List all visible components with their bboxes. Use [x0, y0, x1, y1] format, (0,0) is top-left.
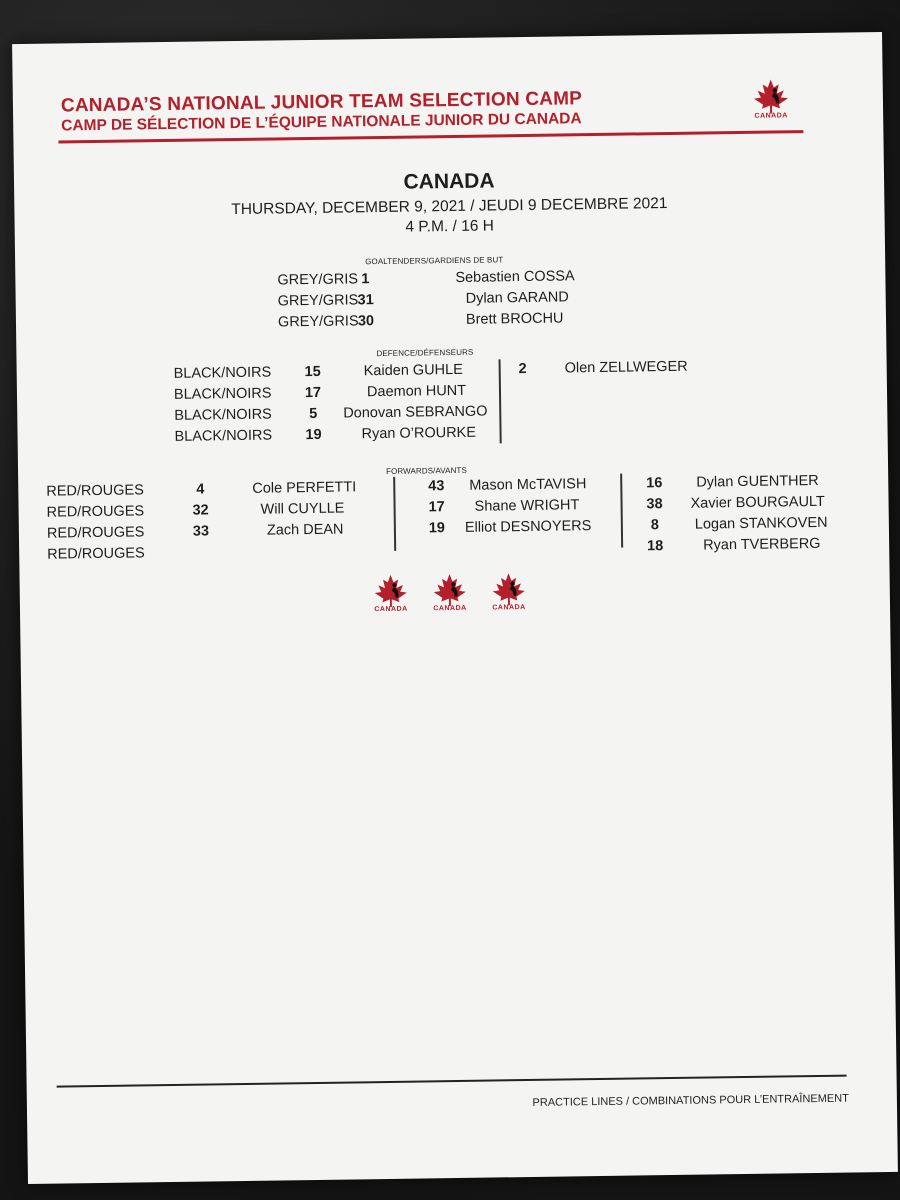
- player-name: Xavier BOURGAULT: [690, 493, 825, 512]
- player-name: Ryan TVERBERG: [703, 535, 821, 554]
- player-number: 31: [357, 292, 374, 309]
- jersey-color: GREY/GRIS: [277, 313, 359, 331]
- jersey-color: RED/ROUGES: [46, 503, 145, 521]
- player-number: 17: [428, 499, 445, 516]
- player-number: 16: [646, 475, 663, 492]
- date-line: THURSDAY, DECEMBER 9, 2021 / JEUDI 9 DECEMBRE 2021: [231, 194, 668, 219]
- time-line: 4 P.M. / 16 H: [405, 217, 495, 236]
- forwards-label: FORWARDS/AVANTS: [386, 465, 467, 476]
- logo-text: CANADA: [433, 604, 467, 613]
- player-number: 18: [646, 538, 664, 555]
- footer-divider: [57, 1075, 847, 1088]
- hockey-canada-logo-icon: [365, 574, 418, 614]
- player-number: 43: [428, 478, 445, 495]
- footer-text: PRACTICE LINES / COMBINATIONS POUR L’ENTRAÎNEMENT: [532, 1092, 849, 1109]
- player-number: 5: [309, 405, 318, 423]
- header-title-en: CANADA’S NATIONAL JUNIOR TEAM SELECTION CAMP: [60, 88, 583, 117]
- logo-text: CANADA: [374, 605, 408, 614]
- player-name: Will CUYLLE: [260, 500, 345, 518]
- jersey-color: RED/ROUGES: [47, 545, 145, 563]
- player-number: 2: [518, 360, 527, 378]
- player-name: Zach DEAN: [266, 521, 344, 539]
- player-number: 38: [646, 496, 663, 513]
- jersey-color: BLACK/NOIRS: [173, 385, 272, 403]
- hockey-canada-logo-icon: [743, 78, 800, 120]
- player-name: Olen ZELLWEGER: [564, 358, 688, 377]
- goaltenders-label: GOALTENDERS/GARDIENS DE BUT: [365, 255, 504, 267]
- player-name: Shane WRIGHT: [474, 497, 580, 515]
- defence-divider: [499, 359, 502, 443]
- jersey-color: BLACK/NOIRS: [173, 364, 272, 382]
- player-name: Ryan O’ROURKE: [361, 424, 477, 443]
- jersey-color: RED/ROUGES: [46, 524, 145, 542]
- player-name: Logan STANKOVEN: [694, 514, 828, 533]
- hockey-canada-logo-icon: [424, 573, 477, 613]
- team-title: CANADA: [403, 169, 495, 194]
- player-name: Brett BROCHU: [465, 310, 564, 328]
- player-number: 17: [304, 384, 322, 402]
- header-title-fr: CAMP DE SÉLECTION DE L’ÉQUIPE NATIONALE JUNIOR DU CANADA: [61, 110, 582, 135]
- jersey-color: BLACK/NOIRS: [174, 406, 272, 424]
- jersey-color: GREY/GRIS: [277, 271, 359, 289]
- player-name: Elliot DESNOYERS: [464, 518, 592, 536]
- lineup-sheet: [12, 32, 898, 1184]
- logo-text: CANADA: [492, 604, 526, 612]
- hockey-canada-logo-icon: [483, 572, 536, 612]
- player-number: 30: [357, 313, 375, 330]
- player-number: 4: [196, 481, 205, 498]
- defence-label: DEFENCE/DÉFENSEURS: [376, 347, 474, 359]
- player-number: 1: [361, 271, 370, 288]
- player-name: Dylan GUENTHER: [696, 472, 819, 491]
- player-name: Daemon HUNT: [366, 382, 467, 401]
- player-number: 19: [428, 520, 446, 537]
- forwards-divider-1: [393, 477, 396, 551]
- player-number: 33: [192, 523, 210, 540]
- player-number: 19: [305, 426, 322, 444]
- player-name: Dylan GARAND: [465, 289, 569, 307]
- player-name: Mason McTAVISH: [469, 476, 587, 494]
- logo-text: CANADA: [754, 112, 788, 120]
- player-number: 15: [304, 363, 321, 381]
- jersey-color: BLACK/NOIRS: [174, 427, 273, 445]
- player-name: Donovan SEBRANGO: [343, 403, 488, 422]
- player-name: Cole PERFETTI: [252, 479, 357, 497]
- player-name: Sebastien COSSA: [455, 268, 575, 286]
- logo-strip: [365, 572, 536, 613]
- player-number: 32: [192, 502, 209, 519]
- player-number: 8: [650, 517, 660, 534]
- forwards-divider-2: [620, 474, 623, 548]
- jersey-color: RED/ROUGES: [46, 482, 144, 500]
- jersey-color: GREY/GRIS: [277, 292, 359, 310]
- player-name: Kaiden GUHLE: [363, 361, 463, 380]
